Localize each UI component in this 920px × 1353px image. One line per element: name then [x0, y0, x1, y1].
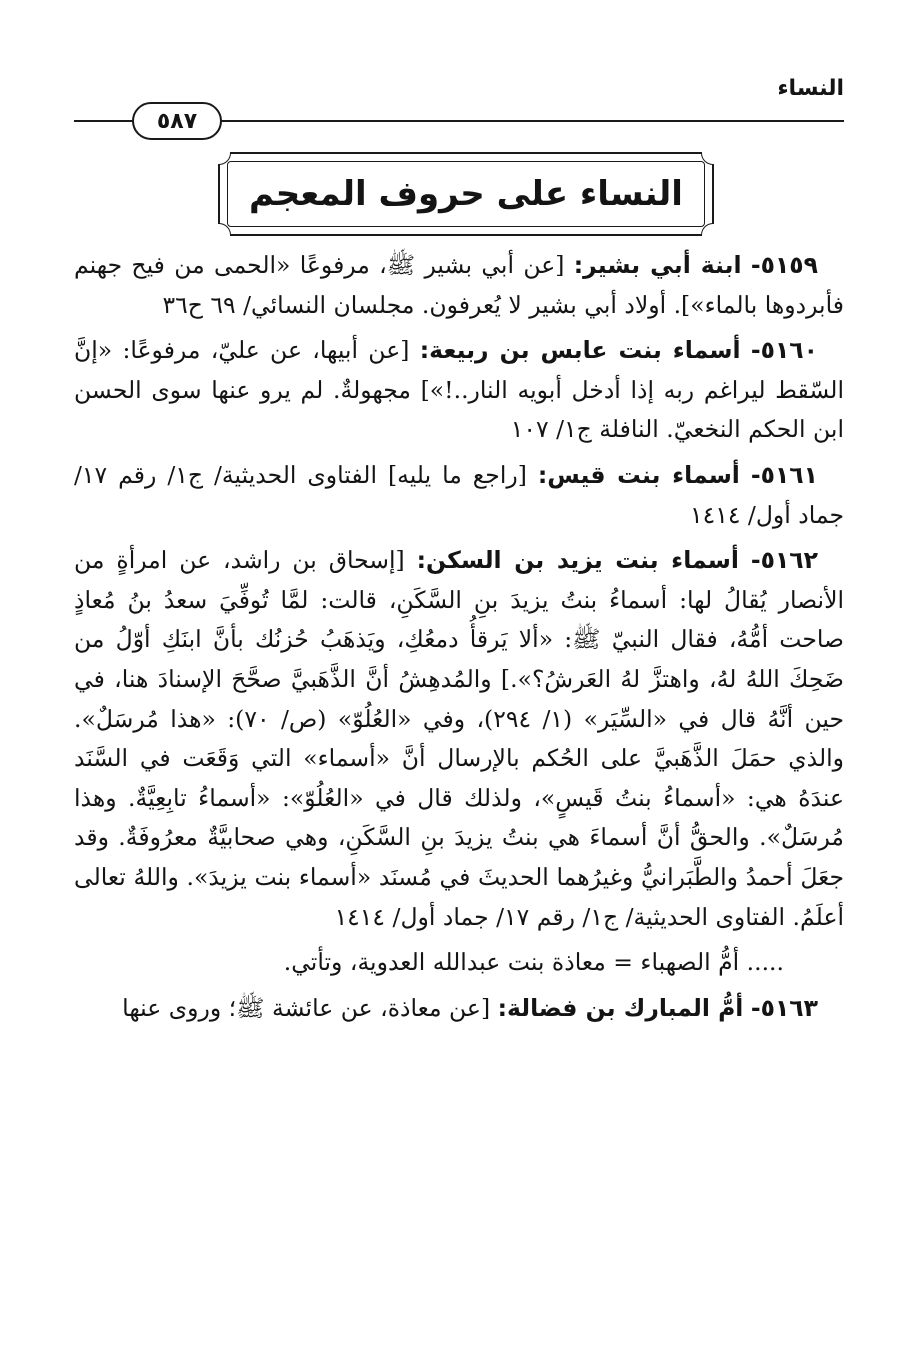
chapter-title-frame: [218, 152, 714, 236]
entry-5161: [74, 456, 844, 535]
entry-number: ٥١٦٢-: [750, 546, 818, 575]
entry-name: أسماء بنت قيس:: [537, 460, 740, 489]
entry-name: أسماء بنت عابس بن ربيعة:: [419, 336, 741, 365]
entry-number: ٥١٥٩-: [750, 251, 818, 279]
entry-5163: [74, 989, 844, 1029]
running-title: النساء: [777, 76, 844, 101]
chapter-title: النساء على حروف المعجم: [249, 174, 683, 214]
chapter-title-inner-frame: [227, 161, 705, 227]
entry-text: [عن معاذة، عن عائشة ﷺ؛ وروى عنها: [122, 993, 491, 1022]
entry-name: أسماء بنت يزيد بن السكن:: [416, 546, 739, 575]
entry-number: ٥١٦٠-: [750, 336, 818, 365]
entry-text: [إسحاق بن راشد، عن امرأةٍ من الأنصار يُقالُ لها: أسماءُ بنتُ يزيدَ بنِ السَّكَنِ، قالت: لمَّا تُوفِّيَ سعدُ بنُ مُعاذٍ صاحت أمُّهُ، فقال النبيّ ﷺ: «ألا يَرقأُ دمعُكِ، ويَذهَبُ حُزنُك بأنَّ ابنَكِ أوّلُ من ضَحِكَ اللهُ لهُ، واهتزَّ لهُ العَرشُ؟».] والمُدهِشُ أنَّ الذَّهَبيَّ صحَّحَ الإسنادَ هنا، في حين أنَّهُ قال في «السِّيَر» (١/ ٢٩٤)، وفي «العُلُوّ» (ص/ ٧٠): «هذا مُرسَلٌ». والذي حمَلَ الذَّهَبيَّ على الحُكم بالإرسال أنَّ «أسماء» التي وَقَعَت في السَّنَد عندَهُ هي: «أسماءُ بنتُ قَيسٍ»، ولذلك قال في «العُلُوّ»: «أسماءُ تابِعِيَّةٌ. وهذا مُرسَلٌ». والحقُّ أنَّ أسماءَ هي بنتُ يزيدَ بنِ السَّكَنِ، وهي صحابيَّةٌ معرُوفَةٌ. وقد جعَلَ أحمدُ والطَّبَرانيُّ وغيرُهما الحديثَ في مُسنَد «أسماء بنت يزيدَ». واللهُ تعالى أعلَمُ. الفتاوى الحديثية/ ج١/ رقم ١٧/ جماد أول/ ١٤١٤: [74, 546, 844, 931]
entry-5162: [74, 541, 844, 937]
entry-name: ابنة أبي بشير:: [573, 251, 742, 279]
entry-name: أمُّ المبارك بن فضالة:: [497, 993, 744, 1022]
cross-reference-note: ..... أمُّ الصهباء = معاذة بنت عبدالله العدوية، وتأتي.: [283, 948, 784, 977]
entry-5159: [74, 246, 844, 325]
entry-text: [راجع ما يليه] الفتاوى الحديثية/ ج١/ رقم ١٧/ جماد أول/ ١٤١٤: [74, 460, 844, 529]
page-number: ٥٨٧: [132, 102, 222, 140]
entry-text: [عن أبي بشير ﷺ، مرفوعًا «الحمى من فيح جهنم فأبردوها بالماء»]. أولاد أبي بشير لا يُعرفون. مجلسان النسائي/ ٦٩ ح٣٦: [74, 251, 844, 319]
entry-text: [عن أبيها، عن عليّ، مرفوعًا: «إنَّ السّقط ليراغم ربه إذا أدخل أبويه النار..!»] مجهولةٌ. لم يرو عنها سوى الحسن ابن الحكم النخعيّ. النافلة ج١/ ١٠٧: [74, 336, 844, 444]
entry-number: ٥١٦١-: [750, 460, 818, 489]
entry-5160: [74, 331, 844, 450]
text-body: [74, 246, 844, 1034]
entry-number: ٥١٦٣-: [750, 993, 818, 1022]
